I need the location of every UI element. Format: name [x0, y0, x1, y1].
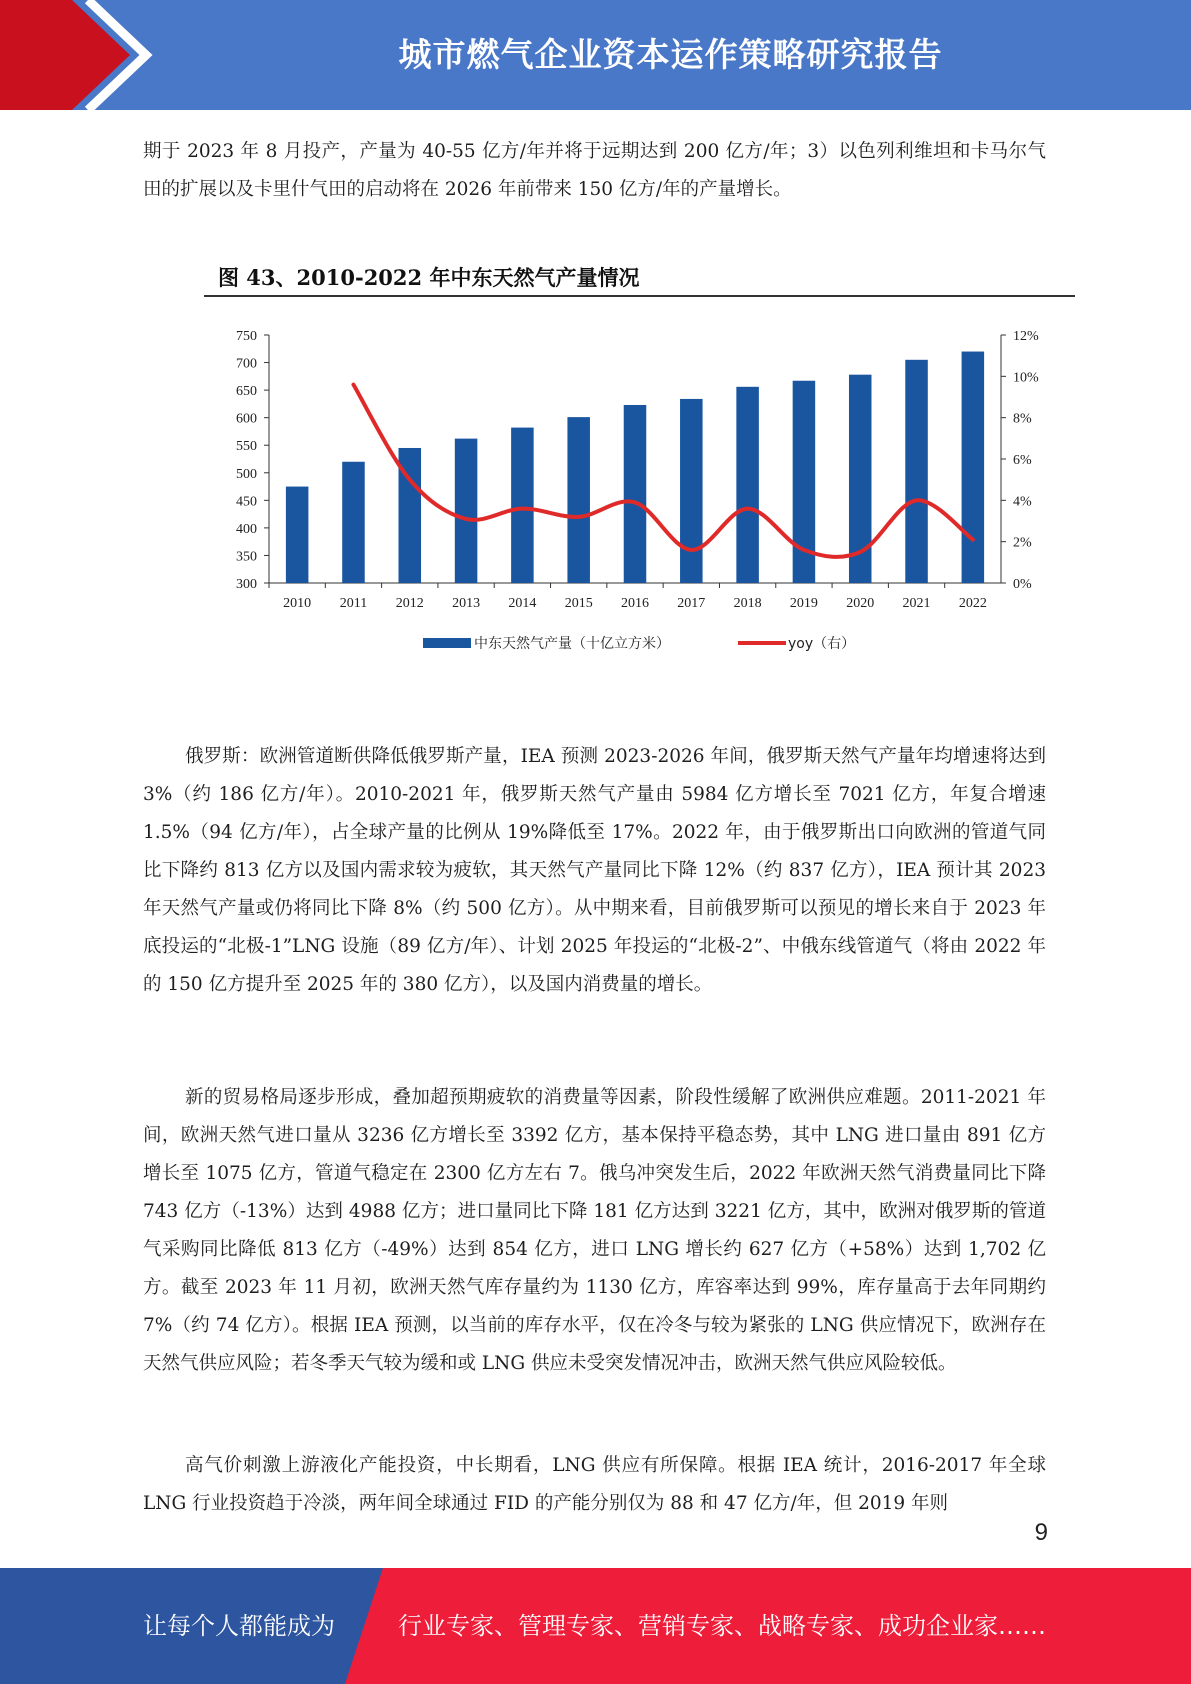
right-axis-tick-label: 4%	[1013, 494, 1032, 510]
bar-2021	[905, 360, 928, 583]
figure-title: 图 43、2010-2022 年中东天然气产量情况	[218, 265, 640, 290]
right-axis-tick-label: 12%	[1013, 329, 1039, 344]
x-axis-tick-label: 2016	[621, 596, 649, 611]
paragraph-russia: 俄罗斯：欧洲管道断供降低俄罗斯产量，IEA 预测 2023-2026 年间，俄罗斯天然气产量年均增速将达到 3%（约 186 亿方/年）。2010-2021 年，俄罗斯天然气产量由 5984 亿方增长至 7021 亿方，年复合增速 1.5%（94 亿方/年），占全球产量的比例从 19%降低至 17%。2022 年，由于俄罗斯出口向欧洲的管道气同比下降约 813 亿方以及国内需求较为疲软，其天然气产量同比下降 12%（约 837 亿方），IEA 预计其 2023 年天然气产量或仍将同比下降 8%（约 500 亿方）。从中期来看，目前俄罗斯可以预见的增长来自于 2023 年底投运的“北极-1”LNG 设施（89 亿方/年）、计划 2025 年投运的“北极-2”、中俄东线管道气（将由 2022 年的 150 亿方提升至 2025 年的 380 亿方），以及国内消费量的增长。	[143, 746, 1046, 995]
x-axis-tick-label: 2012	[395, 596, 424, 611]
left-axis-tick-label: 350	[236, 549, 257, 565]
bar-2018	[736, 387, 759, 583]
yoy-series-line	[353, 385, 972, 557]
left-axis-tick-label: 550	[236, 439, 257, 455]
left-axis-tick-label: 450	[236, 494, 257, 510]
legend-bar-label: 中东天然气产量（十亿立方米）	[474, 636, 670, 652]
x-axis-tick-label: 2015	[564, 596, 593, 611]
left-axis-tick-label: 750	[236, 329, 257, 344]
paragraph-europe-trade: 新的贸易格局逐步形成，叠加超预期疲软的消费量等因素，阶段性缓解了欧洲供应难题。2011-2021 年间，欧洲天然气进口量从 3236 亿方增长至 3392 亿方，基本保持平稳态势，其中 LNG 进口量由 891 亿方增长至 1075 亿方，管道气稳定在 2300 亿方左右 7。俄乌冲突发生后，2022 年欧洲天然气消费量同比下降 743 亿方（-13%）达到 4988 亿方；进口量同比下降 181 亿方达到 3221 亿方，其中，欧洲对俄罗斯的管道气采购同比降低 813 亿方（-49%）达到 854 亿方，进口 LNG 增长约 627 亿方（+58%）达到 1,702 亿方。截至 2023 年 11 月初，欧洲天然气库存量约为 1130 亿方，库容率达到 99%，库存量高于去年同期约 7%（约 74 亿方）。根据 IEA 预测，以当前的库存水平，仅在冷冬与较为紧张的 LNG 供应情况下，欧洲存在天然气供应风险；若冬季天气较为缓和或 LNG 供应未受突发情况冲击，欧洲天然气供应风险较低。	[143, 1087, 1046, 1374]
right-axis-tick-label: 2%	[1013, 535, 1032, 551]
x-axis-tick-label: 2010	[283, 596, 312, 611]
chart-yoy-line	[353, 385, 973, 557]
bar-2014	[511, 428, 534, 583]
footer-slogan-right: 行业专家、管理专家、营销专家、战略专家、成功企业家……	[398, 1612, 1046, 1640]
x-axis-tick-label: 2017	[677, 596, 706, 611]
report-title: 城市燃气企业资本运作策略研究报告	[398, 35, 943, 74]
bar-2015	[567, 417, 590, 583]
x-axis-tick-label: 2014	[508, 596, 537, 611]
left-axis-tick-label: 700	[236, 356, 257, 372]
x-axis-tick-label: 2013	[452, 596, 481, 611]
right-axis-tick-label: 8%	[1013, 411, 1032, 427]
left-axis-tick-label: 650	[236, 384, 257, 400]
paragraph-lng-investment: 高气价刺激上游液化产能投资，中长期看，LNG 供应有所保障。根据 IEA 统计，2016-2017 年全球 LNG 行业投资趋于冷淡，两年间全球通过 FID 的产能分别仅为 88 和 47 亿方/年，但 2019 年则	[143, 1455, 1046, 1514]
x-axis-tick-label: 2011	[339, 596, 368, 611]
x-axis-tick-label: 2020	[846, 596, 875, 611]
x-axis-tick-label: 2019	[789, 596, 818, 611]
bar-2013	[455, 439, 478, 583]
figure-title-rule	[204, 295, 1075, 297]
right-axis-tick-label: 10%	[1013, 370, 1039, 386]
bar-2017	[680, 399, 703, 583]
chart-bars	[286, 352, 984, 583]
page-footer	[0, 1568, 1191, 1684]
gas-production-chart	[204, 310, 1075, 660]
intro-paragraph: 期于 2023 年 8 月投产，产量为 40-55 亿方/年并将于远期达到 200 亿方/年；3）以色列利维坦和卡马尔气田的扩展以及卡里什气田的启动将在 2026 年前带来 150 亿方/年的产量增长。	[143, 141, 1046, 200]
legend-line-label: yoy（右）	[788, 636, 856, 652]
bar-2016	[624, 405, 647, 583]
x-axis-tick-label: 2018	[733, 596, 762, 611]
left-axis-tick-label: 500	[236, 466, 257, 482]
right-axis-tick-label: 6%	[1013, 453, 1032, 468]
bar-2022	[962, 352, 985, 583]
page-number: 9	[1034, 1519, 1048, 1546]
left-axis-tick-label: 600	[236, 411, 257, 427]
legend-bar-swatch	[423, 638, 471, 648]
left-axis-tick-label: 300	[236, 577, 257, 592]
footer-slogan-left: 让每个人都能成为	[143, 1612, 335, 1640]
bar-2010	[286, 487, 309, 583]
left-axis-tick-label: 400	[236, 521, 257, 537]
right-axis-tick-label: 0%	[1013, 577, 1032, 592]
chart-legend	[423, 635, 855, 652]
page-header	[0, 0, 1191, 110]
x-axis-tick-label: 2022	[958, 596, 987, 611]
x-axis-tick-label: 2021	[902, 596, 931, 611]
bar-2011	[342, 462, 365, 583]
